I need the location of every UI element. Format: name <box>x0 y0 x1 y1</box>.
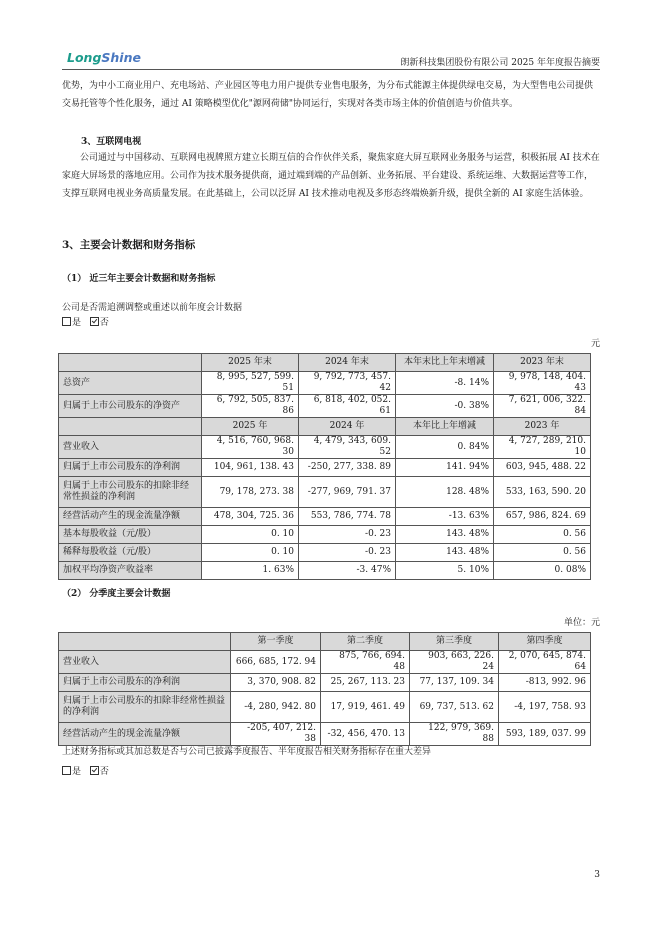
value-cell: 143. 48% <box>396 544 494 562</box>
checkbox-yes[interactable] <box>62 766 71 775</box>
value-cell: 8, 995, 527, 599. 51 <box>202 372 299 395</box>
difference-question: 上述财务指标或其加总数是否与公司已披露季度报告、半年度报告相关财务指标存在重大差异 <box>62 747 432 757</box>
checkbox-no-checked[interactable] <box>90 766 99 775</box>
value-cell: -4, 280, 942. 80 <box>231 692 321 723</box>
value-cell: -0. 38% <box>396 395 494 418</box>
value-cell: -277, 969, 791. 37 <box>299 477 396 508</box>
table-row <box>59 436 591 459</box>
value-cell: 6, 792, 505, 837. 86 <box>202 395 299 418</box>
table-row <box>59 477 591 508</box>
row-label: 归属于上市公司股东的净资产 <box>59 395 202 418</box>
value-cell: -0. 23 <box>299 526 396 544</box>
value-cell: 0. 10 <box>202 526 299 544</box>
column-header: 2023 年 <box>494 418 591 436</box>
quarterly-table <box>58 632 591 746</box>
value-cell: 9, 792, 773, 457. 42 <box>299 372 396 395</box>
column-header: 第一季度 <box>231 633 321 651</box>
value-cell: 141. 94% <box>396 459 494 477</box>
header-corner-cell <box>59 418 202 436</box>
table-header-row <box>59 354 591 372</box>
logo-text-shine: Shine <box>101 50 141 65</box>
column-header: 2024 年 <box>299 418 396 436</box>
row-label: 基本每股收益（元/股） <box>59 526 202 544</box>
value-cell: 657, 986, 824. 69 <box>494 508 591 526</box>
value-cell: -0. 23 <box>299 544 396 562</box>
iptv-heading: 3、互联网电视 <box>81 137 142 147</box>
value-cell: 4, 479, 343, 609. 52 <box>299 436 396 459</box>
header-corner-cell <box>59 354 202 372</box>
value-cell: 0. 56 <box>494 544 591 562</box>
row-label: 营业收入 <box>59 651 231 674</box>
value-cell: 77, 137, 109. 34 <box>410 674 499 692</box>
table-row <box>59 508 591 526</box>
value-cell: 122, 979, 369. 88 <box>410 723 499 746</box>
table-row <box>59 723 591 746</box>
row-label: 经营活动产生的现金流量净额 <box>59 723 231 746</box>
label-yes: 是 <box>72 767 82 777</box>
column-header: 2025 年末 <box>202 354 299 372</box>
row-label: 归属于上市公司股东的净利润 <box>59 674 231 692</box>
value-cell: 128. 48% <box>396 477 494 508</box>
column-header: 第二季度 <box>321 633 410 651</box>
value-cell: 4, 516, 760, 968. 30 <box>202 436 299 459</box>
value-cell: 79, 178, 273. 38 <box>202 477 299 508</box>
value-cell: 143. 48% <box>396 526 494 544</box>
row-label: 经营活动产生的现金流量净额 <box>59 508 202 526</box>
row-label: 归属于上市公司股东的净利润 <box>59 459 202 477</box>
value-cell: 875, 766, 694. 48 <box>321 651 410 674</box>
quarterly-data-heading: （2） 分季度主要会计数据 <box>62 589 171 599</box>
table2-unit: 单位：元 <box>563 618 600 628</box>
intro-paragraph: 优势，为中小工商业用户、充电场站、产业园区等电力用户提供专业售电服务，为分布式能源主体提供绿电交易，为大型售电公司提供交易托管等个性化服务，通过 AI 策略模型优化"源网荷储"协同运行，实现对各类市场主体的价值创造与价值共享。 <box>62 81 594 109</box>
value-cell: 2, 070, 645, 874. 64 <box>499 651 591 674</box>
label-no: 否 <box>99 767 109 777</box>
value-cell: 6, 818, 402, 052. 61 <box>299 395 396 418</box>
value-cell: 3, 370, 908. 82 <box>231 674 321 692</box>
table-row <box>59 526 591 544</box>
table-row <box>59 459 591 477</box>
table-row <box>59 395 591 418</box>
page-number: 3 <box>594 870 600 880</box>
table-row <box>59 562 591 580</box>
value-cell: 1. 63% <box>202 562 299 580</box>
restate-question: 公司是否需追溯调整或重述以前年度会计数据 <box>62 303 243 313</box>
value-cell: 4, 727, 289, 210. 10 <box>494 436 591 459</box>
column-header: 本年末比上年末增减 <box>396 354 494 372</box>
table-row <box>59 674 591 692</box>
three-year-data-heading: （1） 近三年主要会计数据和财务指标 <box>62 274 216 284</box>
company-logo <box>67 50 141 65</box>
restate-options <box>62 315 109 328</box>
value-cell: 9, 978, 148, 404. 43 <box>494 372 591 395</box>
header-corner-cell <box>59 633 231 651</box>
table-row <box>59 372 591 395</box>
value-cell: 5. 10% <box>396 562 494 580</box>
table1-unit: 元 <box>590 339 600 349</box>
table-header-row <box>59 633 591 651</box>
value-cell: 553, 786, 774. 78 <box>299 508 396 526</box>
value-cell: 25, 267, 113. 23 <box>321 674 410 692</box>
row-label: 加权平均净资产收益率 <box>59 562 202 580</box>
label-no: 否 <box>99 318 109 328</box>
value-cell: 0. 84% <box>396 436 494 459</box>
value-cell: -4, 197, 758. 93 <box>499 692 591 723</box>
label-yes: 是 <box>72 318 82 328</box>
header-divider <box>62 69 600 70</box>
table-row <box>59 692 591 723</box>
value-cell: 104, 961, 138. 43 <box>202 459 299 477</box>
value-cell: -8. 14% <box>396 372 494 395</box>
row-label: 营业收入 <box>59 436 202 459</box>
iptv-paragraph: 公司通过与中国移动、互联网电视牌照方建立长期互信的合作伙伴关系，聚焦家庭大屏互联网业务服务与运营，积极拓展 AI 技术在家庭大屏场景的落地应用。公司作为技术服务提供商，通过端到端的产品创新、业务拓展、平台建设、系统运维、大数据运营等工作，支撑互联网电视业务高质量发展。在此基础上，公司以泛屏 AI 技术推动电视及多形态终端焕新升级，提供全新的 AI 家庭生活体验。 <box>62 153 600 199</box>
value-cell: -250, 277, 338. 89 <box>299 459 396 477</box>
value-cell: 903, 663, 226. 24 <box>410 651 499 674</box>
column-header: 本年比上年增减 <box>396 418 494 436</box>
value-cell: 603, 945, 488. 22 <box>494 459 591 477</box>
value-cell: -32, 456, 470. 13 <box>321 723 410 746</box>
difference-options <box>62 764 109 777</box>
table-row <box>59 651 591 674</box>
value-cell: 478, 304, 725. 36 <box>202 508 299 526</box>
three-year-table <box>58 353 591 580</box>
value-cell: 533, 163, 590. 20 <box>494 477 591 508</box>
value-cell: 69, 737, 513. 62 <box>410 692 499 723</box>
column-header: 2025 年 <box>202 418 299 436</box>
table-row <box>59 544 591 562</box>
finance-section-heading: 3、主要会计数据和财务指标 <box>62 239 196 251</box>
table-header-row <box>59 418 591 436</box>
value-cell: 0. 56 <box>494 526 591 544</box>
column-header: 第三季度 <box>410 633 499 651</box>
report-header-title: 朗新科技集团股份有限公司 2025 年年度报告摘要 <box>400 58 600 68</box>
value-cell: 17, 919, 461. 49 <box>321 692 410 723</box>
value-cell: 666, 685, 172. 94 <box>231 651 321 674</box>
value-cell: -813, 992. 96 <box>499 674 591 692</box>
value-cell: 0. 10 <box>202 544 299 562</box>
row-label: 总资产 <box>59 372 202 395</box>
column-header: 2023 年末 <box>494 354 591 372</box>
value-cell: 0. 08% <box>494 562 591 580</box>
value-cell: 593, 189, 037. 99 <box>499 723 591 746</box>
checkbox-no-checked[interactable] <box>90 317 99 326</box>
value-cell: -205, 407, 212. 38 <box>231 723 321 746</box>
value-cell: -13. 63% <box>396 508 494 526</box>
row-label: 稀释每股收益（元/股） <box>59 544 202 562</box>
row-label: 归属于上市公司股东的扣除非经常性损益的净利润 <box>59 692 231 723</box>
column-header: 第四季度 <box>499 633 591 651</box>
column-header: 2024 年末 <box>299 354 396 372</box>
row-label: 归属于上市公司股东的扣除非经常性损益的净利润 <box>59 477 202 508</box>
logo-text-long: Long <box>67 50 102 65</box>
value-cell: 7, 621, 006, 322. 84 <box>494 395 591 418</box>
value-cell: -3. 47% <box>299 562 396 580</box>
checkbox-yes[interactable] <box>62 317 71 326</box>
